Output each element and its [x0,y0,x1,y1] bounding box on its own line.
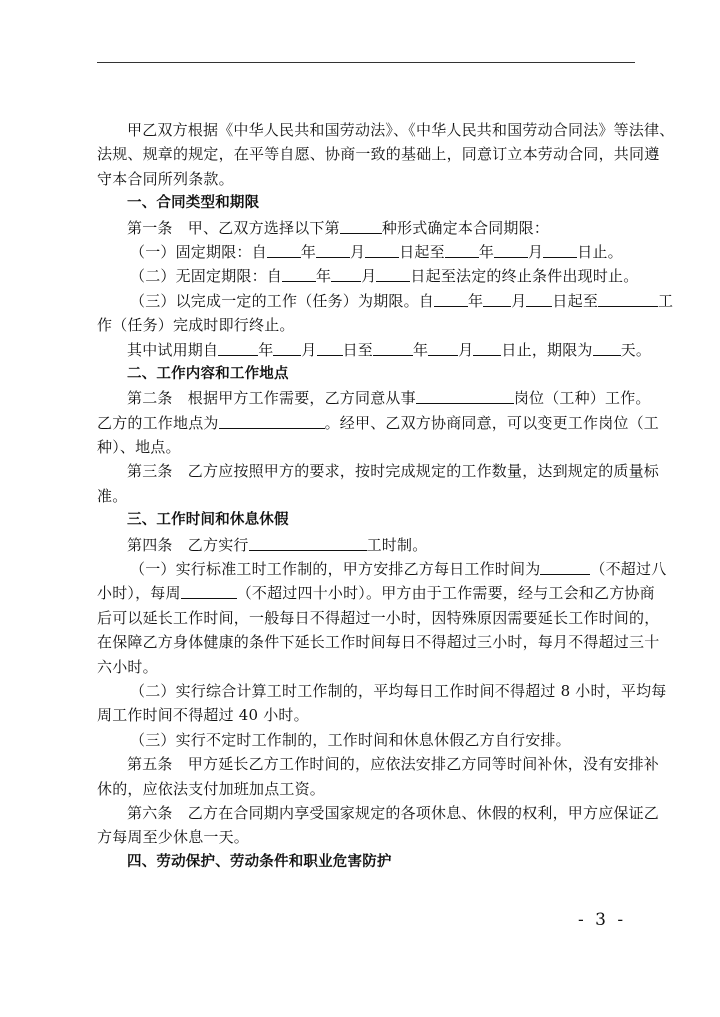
blank-field [317,341,343,356]
blank-field [543,243,577,258]
term-option-1: （一）固定期限：自 年 月 日起至 年 月 日止。 [130,242,623,261]
article-2: 第二条 根据甲方工作需要，乙方同意从事 岗位（工种）工作。 [127,389,651,408]
blank-field [593,341,621,356]
term-option-3: （三）以完成一定的工作（任务）为期限。自 年 月 日起至 工 [130,291,674,310]
blank-field [218,341,258,356]
work-hours-standard-cont: 在保障乙方身体健康的条件下延长工作时间每日不得超过三小时，每月不得超过三十 [97,633,660,652]
article-4: 第四条 乙方实行 工时制。 [127,535,428,554]
section-heading: 三、工作时间和休息休假 [127,512,289,529]
article-6: 第六条 乙方在合同期内享受国家规定的各项休息、休假的权利，甲方应保证乙 [127,803,660,822]
article-5-cont: 休的，应依法支付加班加点工资。 [97,779,326,798]
paragraph-intro-line: 甲乙双方根据《中华人民共和国劳动法》、《中华人民共和国劳动合同法》等法律、 [127,121,675,139]
article-2-cont: 种）、地点。 [97,438,181,457]
blank-field [473,341,501,356]
section-heading: 二、工作内容和工作地点 [127,365,289,382]
work-hours-standard-cont: 后可以延长工作时间，一般每日不得超过一小时，因特殊原因需要延长工作时间的， [97,608,660,627]
work-hours-standard: （一）实行标准工时工作制的，甲方安排乙方每日工作时间为 （不超过八 [130,560,667,579]
paragraph-intro-line: 守本合同所列条款。 [97,169,234,188]
work-hours-standard-cont: 六小时。 [97,657,158,676]
paragraph-intro-line: 法规、规章的规定，在平等自愿、协商一致的基础上，同意订立本劳动合同，共同遵 [97,145,660,164]
header-rule [97,62,635,63]
section-heading: 一、合同类型和期限 [127,195,260,212]
blank-field [365,243,399,258]
blank-field [376,267,410,282]
page-number: - 3 - [578,910,627,930]
work-hours-standard-cont: 小时），每周 （不超过四十小时）。甲方由于工作需要，经与工会和乙方协商 [97,584,655,603]
article-3: 第三条 乙方应按照甲方的要求，按时完成规定的工作数量，达到规定的质量标 [127,462,660,481]
blank-field [598,292,658,307]
blank-field [273,341,301,356]
article-5: 第五条 甲方延长乙方工作时间的，应依法安排乙方同等时间补休，没有安排补 [127,755,660,774]
article-1: 第一条 甲、乙双方选择以下第 种形式确定本合同期限： [127,218,550,237]
section-heading: 四、劳动保护、劳动条件和职业危害防护 [127,853,392,870]
blank-field [373,341,413,356]
blank-field [267,243,301,258]
probation-period: 其中试用期自 年 月 日至 年 月 日止，期限为 天。 [127,340,652,359]
term-option-2: （二）无固定期限：自 年 月 日起至法定的终止条件出现时止。 [130,267,639,286]
blank-field [428,341,458,356]
blank-field [445,243,479,258]
work-hours-comprehensive: （二）实行综合计算工时工作制的，平均每日工作时间不得超过 8 小时，平均每 [130,681,667,700]
blank-field [316,243,350,258]
blank-field [483,292,511,307]
blank-field [434,292,468,307]
blank-field [282,267,316,282]
work-hours-comprehensive-cont: 周工作时间不得超过 40 小时。 [97,706,309,725]
article-6-cont: 方每周至少休息一天。 [97,828,250,847]
article-3-cont: 准。 [97,486,128,505]
blank-field [494,243,528,258]
article-2-cont: 乙方的工作地点为 。经甲、乙双方协商同意，可以变更工作岗位（工 [97,413,660,432]
blank-field [331,267,361,282]
blank-field [526,292,552,307]
blank-field [340,219,382,234]
document-body [97,118,675,874]
blank-field [416,389,514,404]
blank-field [219,414,325,429]
blank-field [181,584,237,599]
blank-field [249,536,367,551]
term-option-3-cont: 作（任务）完成时即行终止。 [97,316,295,335]
work-hours-flexible: （三）实行不定时工作制的，工作时间和休息休假乙方自行安排。 [130,730,571,749]
blank-field [540,560,590,575]
